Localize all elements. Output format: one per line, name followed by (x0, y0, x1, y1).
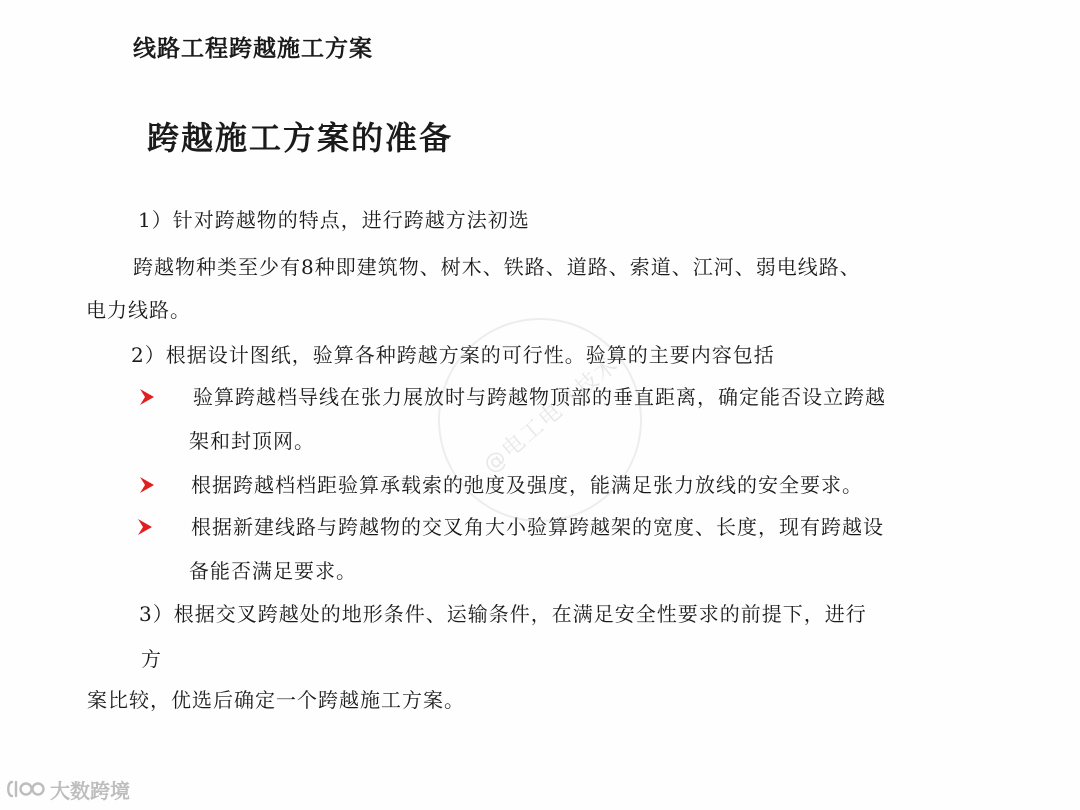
watermark-text: @电工电气技术 (479, 351, 624, 479)
bullet-3-line1: 根据新建线路与跨越物的交叉角大小验算跨越架的宽度、长度，现有跨越设 (191, 515, 884, 539)
bullet-2-line1: 根据跨越档档距验算承载索的弛度及强度，能满足张力放线的安全要求。 (191, 473, 863, 497)
item3-body: 案比较，优选后确定一个跨越施工方案。 (87, 688, 465, 712)
item1-body-line1: 跨越物种类至少有8种即建筑物、树木、铁路、道路、索道、江河、弱电线路、 (133, 255, 861, 279)
bullet-arrow-icon (140, 477, 154, 493)
section-title: 跨越施工方案的准备 (147, 119, 454, 157)
logo-mark-icon (6, 778, 46, 800)
item2-heading: 2）根据设计图纸，验算各种跨越方案的可行性。验算的主要内容包括 (131, 343, 775, 367)
document-title: 线路工程跨越施工方案 (133, 35, 373, 62)
logo-text: 大数跨境 (50, 778, 130, 803)
item3-heading-line1: 3）根据交叉跨越处的地形条件、运输条件，在满足安全性要求的前提下，进行 (139, 602, 867, 626)
item1-body-line2: 电力线路。 (86, 298, 191, 322)
item3-heading-line2: 方 (141, 647, 162, 671)
bullet-1-line2: 架和封顶网。 (189, 429, 315, 453)
bullet-arrow-icon (140, 389, 154, 405)
bullet-arrow-icon (138, 519, 152, 535)
bullet-3-line2: 备能否满足要求。 (189, 559, 357, 583)
bullet-1-line1: 验算跨越档导线在张力展放时与跨越物顶部的垂直距离，确定能否设立跨越 (193, 385, 886, 409)
brand-logo (6, 776, 130, 802)
item1-heading: 1）针对跨越物的特点，进行跨越方法初选 (138, 208, 530, 232)
